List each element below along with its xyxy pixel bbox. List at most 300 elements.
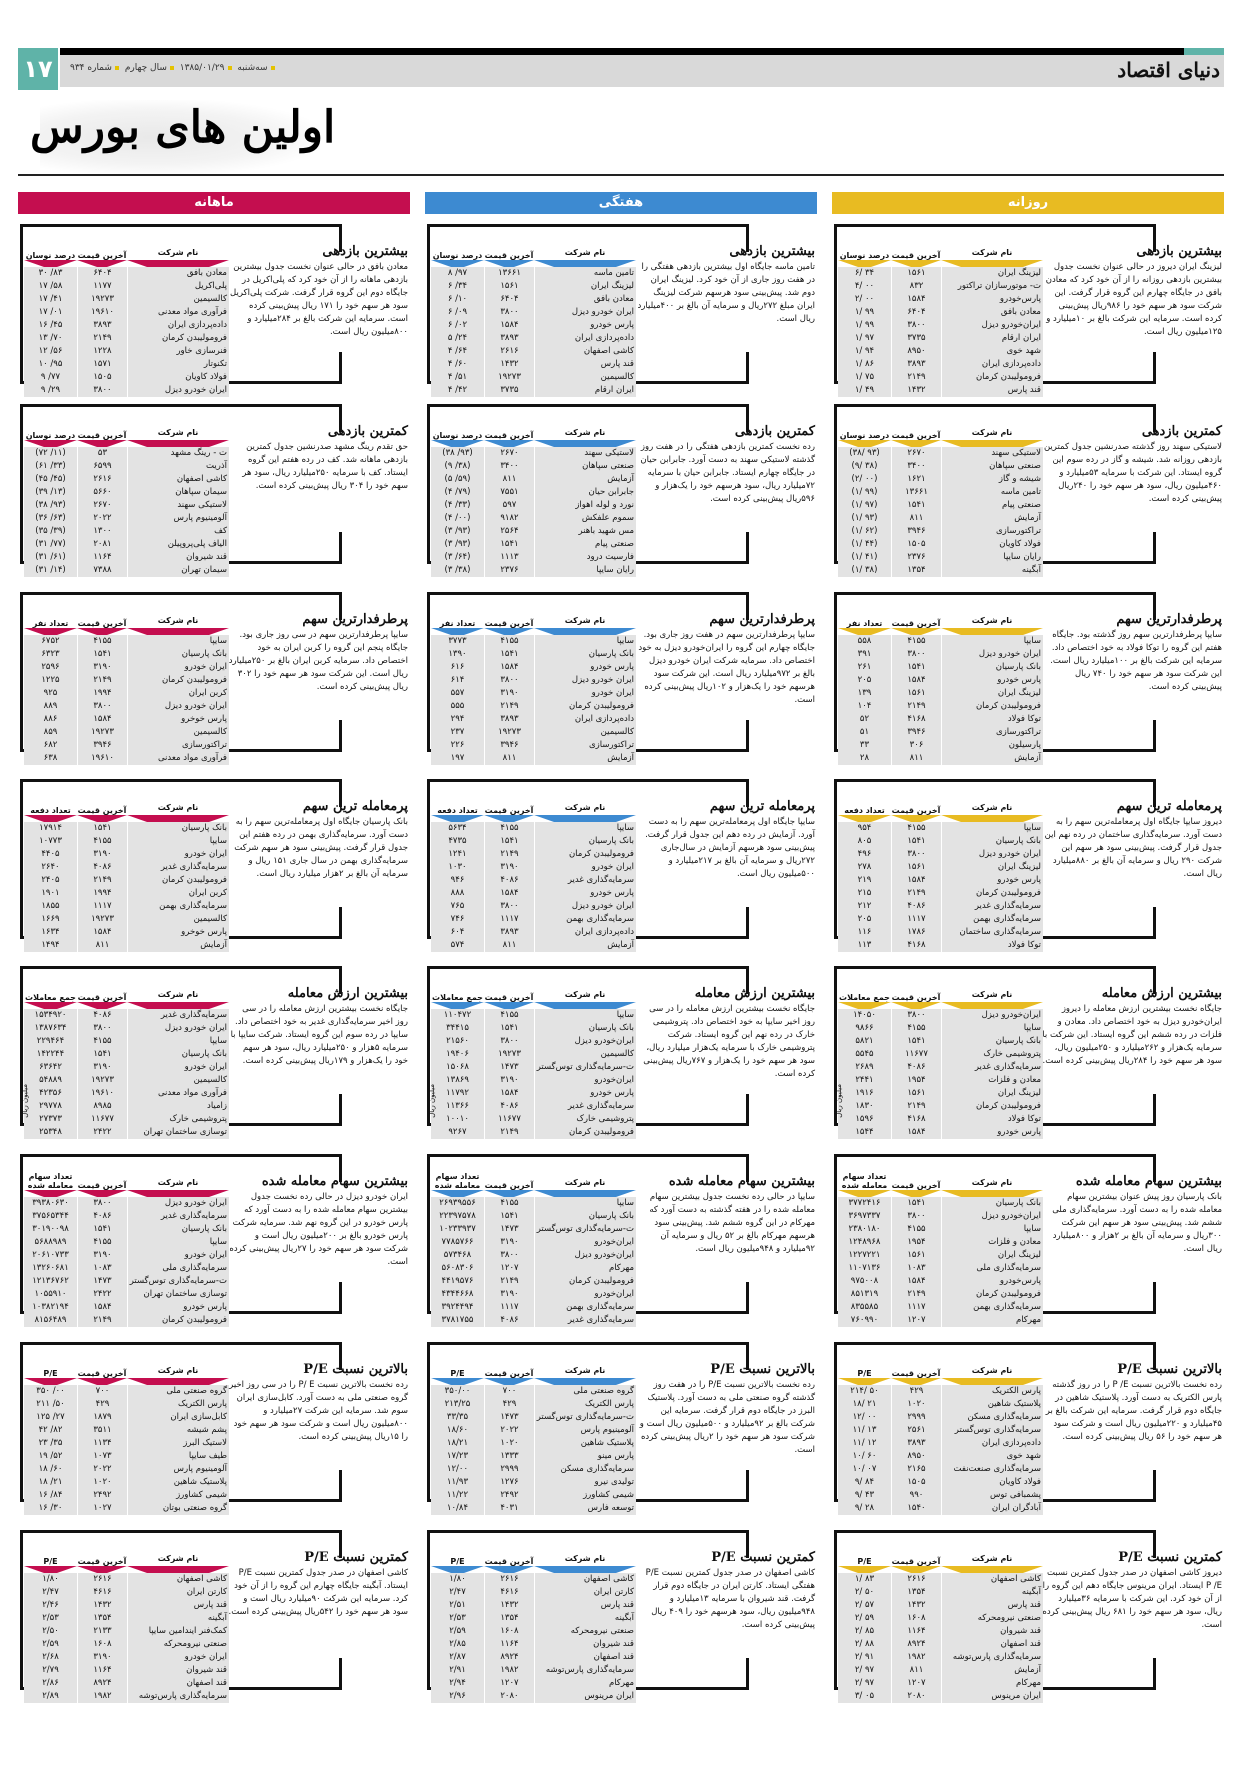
- header-value: P/E: [857, 1557, 872, 1566]
- header-company-name: نام شرکت: [564, 428, 606, 437]
- panel-story: [228, 1174, 408, 1269]
- table-row: [431, 1625, 636, 1638]
- cell-company: پارس خودرو: [534, 1087, 636, 1100]
- cell-value: ۱۹ /۵۲: [38, 1451, 63, 1461]
- table-row: [431, 551, 636, 564]
- table-row: [431, 1048, 636, 1061]
- cell-value: ۲۰۵: [857, 675, 872, 685]
- cell-value: ۲۱۱ /۵۰: [36, 1399, 65, 1409]
- table-row: [431, 1385, 636, 1398]
- table-body: [431, 635, 636, 765]
- cell-value: ۱۲۴۸۹۶۸: [848, 1237, 881, 1247]
- cell-value: ۲/۵۰: [42, 1626, 59, 1636]
- cell-value: (۱/ ۴۱): [851, 552, 878, 562]
- cell-value: ۲۱۳/۲۵: [444, 1399, 471, 1409]
- cell-value: ۴۹۶: [857, 849, 872, 859]
- table-body: [838, 1385, 1043, 1515]
- cell-value: ۳۷۵۶۵۳۴۴: [32, 1211, 69, 1221]
- cell-price: ۲۶۷۰: [484, 447, 534, 460]
- cell-company: فرآوری مواد معدنی: [127, 1087, 229, 1100]
- cell-price: ۱۷۸۶: [891, 926, 941, 939]
- cell-price: ۱۶۰۸: [77, 1638, 127, 1651]
- header-value: جمع معاملات: [432, 993, 483, 1002]
- cell-price: ۱۳۵۴: [891, 1586, 941, 1599]
- cell-value: ۸۱۵۶۴۸۹: [34, 1315, 67, 1325]
- table-row: [838, 1100, 1043, 1113]
- chevron-down-icon: [838, 628, 891, 635]
- cell-value: ۱۳۸۷۶۳۴: [34, 1023, 67, 1033]
- header-last-price: آخرین قیمت: [484, 993, 534, 1002]
- cell-value: ۶ /۰۹: [447, 307, 468, 317]
- dateline-issue: شماره ۹۳۴: [70, 63, 112, 73]
- chevron-down-icon: [838, 260, 891, 267]
- cell-price: ۱۲۲۸: [77, 345, 127, 358]
- table-row: [431, 371, 636, 384]
- table-row: [431, 473, 636, 486]
- chevron-down-icon: [431, 440, 484, 447]
- ranking-panel: [18, 222, 410, 395]
- chevron-down-icon: [431, 628, 484, 635]
- panel-title: بیشترین سهام معامله شده: [668, 1174, 815, 1189]
- cell-value: ۳۹۱: [857, 649, 872, 659]
- cell-value: ۶۷۵۲: [41, 636, 60, 646]
- panel-title: پرمعامله ترین سهم: [1116, 799, 1222, 814]
- cell-value: ۱۹۴۰۶: [446, 1049, 469, 1059]
- table-row: [838, 635, 1043, 648]
- header-value: تعداد سهام معامله شده: [27, 1172, 74, 1190]
- panel-story: [1042, 1550, 1222, 1632]
- ranking-table: [24, 230, 229, 397]
- header-arrows: [431, 1566, 636, 1573]
- cell-price: ۴۱۵۵: [77, 635, 127, 648]
- table-row: [838, 384, 1043, 397]
- cell-value: ۲/۸۶: [42, 1678, 59, 1688]
- cell-company: کربن ایران: [127, 687, 229, 700]
- cell-price: ۳۷۳۵: [484, 384, 534, 397]
- header-value: تعداد نفر: [846, 619, 883, 628]
- cell-value: ۱۱۰۴۷۲: [443, 1010, 472, 1020]
- table-body: [431, 1573, 636, 1703]
- table-body: [431, 822, 636, 952]
- cell-value: ۳۷۸۱۷۵۵: [441, 1315, 474, 1325]
- cell-company: ایران ارقام: [534, 384, 636, 397]
- cell-price: ۲۳۷۶: [891, 551, 941, 564]
- cell-company: تراکتورسازی: [941, 525, 1043, 538]
- table-body: [838, 1573, 1043, 1703]
- table-row: [838, 551, 1043, 564]
- cell-price: ۴۲۹: [891, 1385, 941, 1398]
- cell-price: ۱۲۰۷: [891, 1677, 941, 1690]
- header-company-name: نام شرکت: [157, 248, 199, 257]
- cell-company: پارس خودرو: [534, 319, 636, 332]
- panel-title: بیشترین ارزش معامله: [287, 986, 408, 1001]
- cell-price: ۱۴۳۲: [891, 1599, 941, 1612]
- cell-price: ۷۰۰: [484, 1385, 534, 1398]
- chevron-down-icon: [127, 440, 229, 447]
- cell-value: ۲۳ /۳۵: [38, 1438, 63, 1448]
- cell-price: ۱۰۸۳: [77, 1262, 127, 1275]
- header-last-price: آخرین قیمت: [891, 1369, 941, 1378]
- table-row: [24, 1599, 229, 1612]
- cell-company: بانک پارسیان: [534, 835, 636, 848]
- table-header: [431, 1160, 636, 1190]
- table-row: [431, 1573, 636, 1586]
- table-row: [838, 926, 1043, 939]
- cell-price: ۱۹۲۷۳: [77, 726, 127, 739]
- cell-company: آزمایش: [534, 939, 636, 952]
- cell-price: ۱۳۶۶۱: [484, 267, 534, 280]
- ranking-table: [24, 410, 229, 577]
- table-row: [838, 1126, 1043, 1139]
- table-row: [838, 687, 1043, 700]
- panel-body-text: تامین ماسه جایگاه اول بیشترین بازدهی هفتگی را در هفت روز جاری از آن خود کرد. لیزینگ ایران دوم شد. پیش‌بینی سود هرسهم شرکت لیزینگ ایران مبلغ ۲۷۲ریال و سرمایه آن بالغ بر ۴۰۰میلیارد ریال است.: [637, 262, 815, 324]
- ranking-table: [838, 1160, 1043, 1327]
- cell-company: سرمایه‌گذاری بهمن: [941, 1301, 1043, 1314]
- table-row: [431, 1009, 636, 1022]
- cell-value: ۳۶۹۷۳۳۷: [848, 1211, 881, 1221]
- cell-value: ۵۵۷: [450, 688, 465, 698]
- cell-value: ۲/ ۰۰: [854, 294, 875, 304]
- cell-company: کربن ایران: [127, 887, 229, 900]
- ranking-table: [431, 230, 636, 397]
- cell-value: ۱۸/۲۱: [446, 1438, 469, 1448]
- table-row: [24, 1677, 229, 1690]
- cell-price: ۱۴۷۳: [484, 1223, 534, 1236]
- table-row: [431, 1035, 636, 1048]
- cell-price: ۴۱۵۵: [484, 1197, 534, 1210]
- table-row: [838, 1249, 1043, 1262]
- cell-price: ۲۶۷۰: [77, 499, 127, 512]
- table-row: [24, 371, 229, 384]
- cell-value: ۴ /۴۲: [447, 385, 468, 395]
- cell-company: ایران خودرو: [127, 1651, 229, 1664]
- table-row: [431, 1664, 636, 1677]
- table-header: [24, 972, 229, 1002]
- panel-story: [228, 244, 408, 339]
- cell-price: ۲۰۲۲: [484, 1424, 534, 1437]
- table-row: [24, 525, 229, 538]
- cell-company: سرمایه‌گذاری مسکن: [534, 1463, 636, 1476]
- header-arrows: [838, 440, 1043, 447]
- cell-value: ۱/ ۹۴: [854, 346, 875, 356]
- panel-title: کمترین بازدهی: [734, 424, 815, 439]
- cell-price: ۱۵۸۴: [484, 319, 534, 332]
- ranking-panel: [18, 1528, 410, 1701]
- cell-price: ۳۸۹۳: [891, 358, 941, 371]
- cell-price: ۷۰۰: [77, 1385, 127, 1398]
- cell-value: ۲/ ۵۰: [854, 1587, 875, 1597]
- unit-label: میلیون ریال: [835, 1084, 843, 1118]
- table-row: [24, 1385, 229, 1398]
- cell-company: قند پارس: [941, 384, 1043, 397]
- header-value: جمع معاملات: [25, 993, 76, 1002]
- chevron-down-icon: [891, 1566, 941, 1573]
- cell-value: ۱۸ /۲۱: [38, 1477, 63, 1487]
- cell-company: آزمایش: [941, 752, 1043, 765]
- cell-value: ۲/ ۹۷: [854, 1678, 875, 1688]
- panel-body-text: جایگاه نخست بیشترین ارزش معامله را در سی روز اخیر سرمایه‌گذاری غدیر به خود اختصاص داد. سایپا در رده سوم این گروه ایستاد. شرکت سایپا با سرمایه ۵هزار و ۲۵۰میلیارد ریال، سود هر سهم خود را یک‌هزار و ۱۷۹ریال پیش‌بینی کرده است.: [230, 1004, 408, 1066]
- cell-company: فرومولیبدن کرمان: [941, 1100, 1043, 1113]
- panel-body-text: لاستیکی سهند روز گذشته صدرنشین جدول کمترین بازدهی روزانه شد. شیشه و گاز در رده سوم این گروه ایستاد. این شرکت با سرمایه ۵۳میلیارد و ۴۶۰میلیون ریال، سود هر سهم خود را ۲۴۰ریال پیش‌بینی کرده است.: [1043, 442, 1222, 504]
- cell-price: ۳۸۰۰: [891, 1009, 941, 1022]
- header-last-price: آخرین قیمت: [891, 993, 941, 1002]
- table-header: [431, 410, 636, 440]
- cell-company: داده‌پردازی ایران: [941, 1437, 1043, 1450]
- cell-value: ۱۵۰۶۸: [446, 1062, 469, 1072]
- cell-company: تولیدی نیرو: [534, 1476, 636, 1489]
- table-body: [24, 1573, 229, 1703]
- cell-price: ۱۹۲۷۳: [484, 726, 534, 739]
- cell-price: ۱۳۶۶۱: [891, 486, 941, 499]
- cell-company: ایران‌خودرو دیزل: [941, 1009, 1043, 1022]
- cell-price: ۱۱۶۷۷: [891, 1048, 941, 1061]
- cell-company: آزمایش: [534, 752, 636, 765]
- header-value: تعداد دفعه: [844, 806, 885, 815]
- cell-price: ۲۵۶۴: [484, 525, 534, 538]
- cell-price: ۸۱۱: [891, 752, 941, 765]
- cell-company: آذریت: [127, 460, 229, 473]
- cell-company: سیمان سپاهان: [127, 486, 229, 499]
- header-company-name: نام شرکت: [564, 1554, 606, 1563]
- cell-company: توکا فولاد: [941, 713, 1043, 726]
- table-row: [24, 1502, 229, 1515]
- cell-company: تراکتورسازی: [941, 726, 1043, 739]
- table-row: [24, 499, 229, 512]
- table-row: [24, 1573, 229, 1586]
- cell-value: ۲/ ۹۱: [854, 1652, 875, 1662]
- cell-company: پارس خودرو: [941, 674, 1043, 687]
- ranking-table: [838, 1536, 1043, 1703]
- cell-value: ۱۳ /۷۰: [38, 333, 63, 343]
- cell-value: (۳۵ /۳۹): [35, 526, 66, 536]
- cell-company: سموم علفکش: [534, 512, 636, 525]
- panel-story: [635, 424, 815, 506]
- cell-price: ۱۰۲۰: [77, 1476, 127, 1489]
- cell-value: ۲۲۳۹۷۵۷۸: [439, 1211, 476, 1221]
- cell-price: ۱۶۲۱: [891, 473, 941, 486]
- table-row: [431, 1463, 636, 1476]
- cell-price: ۱۵۴۱: [891, 1197, 941, 1210]
- cell-value: ۱۷/۲۳: [446, 1451, 469, 1461]
- cell-price: ۴۱۵۵: [484, 1009, 534, 1022]
- panel-body-text: سایپا در حالی رده نخست جدول بیشترین سهام معامله شده را در هفته گذشته به دست آورد که مهرکام در این گروه ششم شد. پیش‌بینی سود هرسهم مهرکام بالغ بر ۵۲ ریال و سرمایه آن ۹۲میلیارد و ۹۴۸میلیون ریال است.: [649, 1192, 815, 1254]
- cell-company: لاستیک البرز: [127, 1437, 229, 1450]
- cell-price: ۱۵۰۵: [891, 538, 941, 551]
- cell-price: ۱۰۲۷: [77, 1502, 127, 1515]
- table-row: [24, 319, 229, 332]
- cell-value: ۲۰۶۱۰۷۳۳: [32, 1250, 69, 1260]
- cell-price: ۱۹۸۲: [891, 1651, 941, 1664]
- table-row: [431, 306, 636, 319]
- chevron-down-icon: [534, 628, 636, 635]
- cell-company: پارس خودرو: [534, 887, 636, 900]
- cell-company: لیزینگ ایران: [941, 861, 1043, 874]
- table-row: [838, 460, 1043, 473]
- cell-company: کاشی اصفهان: [127, 473, 229, 486]
- header-last-price: آخرین قیمت: [77, 1181, 127, 1190]
- cell-price: ۱۸۷۹: [77, 1411, 127, 1424]
- cell-price: ۳۱۹۰: [77, 661, 127, 674]
- cell-price: ۱۳۵۴: [77, 1612, 127, 1625]
- cell-value: ۴۴۰۵: [41, 849, 60, 859]
- header-last-price: آخرین قیمت: [484, 1181, 534, 1190]
- cell-price: ۱۲۰۷: [891, 1314, 941, 1327]
- cell-price: ۳۸۹۳: [484, 332, 534, 345]
- cell-price: ۲۹۹۹: [891, 1411, 941, 1424]
- panel-story: [228, 424, 408, 493]
- cell-price: ۸۱۱: [484, 752, 534, 765]
- table-row: [24, 1612, 229, 1625]
- table-row: [838, 1411, 1043, 1424]
- header-value: درصد نوسان: [839, 251, 890, 260]
- cell-company: لیزینگ ایران: [941, 1249, 1043, 1262]
- ranking-table: [24, 1160, 229, 1327]
- cell-company: صنعتی نیرومحرکه: [534, 1625, 636, 1638]
- chevron-down-icon: [838, 1378, 891, 1385]
- table-row: [24, 267, 229, 280]
- cell-value: ۱۷ /۵۸: [38, 281, 63, 291]
- table-row: [431, 752, 636, 765]
- header-company-name: نام شرکت: [971, 428, 1013, 437]
- table-row: [24, 726, 229, 739]
- cell-value: (۳۶ /۶۳): [35, 513, 66, 523]
- cell-price: ۱۱۶۴: [484, 1638, 534, 1651]
- panel-body-text: رده نخست بالاترین نسبت P/E را در هفت روز گذشته گروه صنعتی ملی به دست آورد. پلاستیک البرز در جایگاه دوم قرار گرفت. سرمایه این شرکت بالغ بر ۹۲میلیارد و ۵۰۰میلیون ریال است و شرکت سود هر سهم خود را ۲ریال پیش‌بینی کرده است.: [639, 1380, 815, 1455]
- table-row: [431, 460, 636, 473]
- cell-value: ۱۱/ ۱۳: [852, 1425, 877, 1435]
- cell-price: ۲۹۹۹: [484, 1463, 534, 1476]
- table-row: [431, 358, 636, 371]
- cell-value: ۱۲۵ /۲۷: [36, 1412, 65, 1422]
- cell-value: ۷۶۰۹۹۰: [850, 1315, 879, 1325]
- cell-company: قند شیروان: [534, 1638, 636, 1651]
- cell-price: ۴۱۵۵: [77, 1035, 127, 1048]
- table-row: [838, 1301, 1043, 1314]
- table-row: [24, 1664, 229, 1677]
- cell-price: ۳۴۰۰: [891, 460, 941, 473]
- table-row: [24, 1223, 229, 1236]
- ranking-panel: [832, 402, 1224, 575]
- chevron-down-icon: [941, 1378, 1043, 1385]
- cell-value: (۳۱ /۶۱): [35, 552, 66, 562]
- table-row: [431, 726, 636, 739]
- dateline: [70, 63, 278, 73]
- cell-company: لیزینگ ایران: [941, 267, 1043, 280]
- chevron-down-icon: [838, 1190, 891, 1197]
- cell-company: ایران خودرو: [127, 1061, 229, 1074]
- table-row: [838, 447, 1043, 460]
- cell-company: فرومولیبدن کرمان: [127, 332, 229, 345]
- cell-company: ایران‌خودرو: [534, 1236, 636, 1249]
- cell-price: ۴۱۵۵: [891, 822, 941, 835]
- chevron-down-icon: [77, 815, 127, 822]
- ranking-table: [431, 410, 636, 577]
- cell-value: ۱۸۳۰: [855, 1101, 874, 1111]
- header-arrows: [24, 628, 229, 635]
- column-daily: [832, 192, 1224, 1701]
- table-row: [24, 1476, 229, 1489]
- cell-value: ۱۱۶: [857, 927, 872, 937]
- panel-story: [228, 612, 408, 694]
- cell-price: ۱۴۷۳: [484, 1411, 534, 1424]
- ranking-table: [431, 598, 636, 765]
- cell-value: ۱۸۵۵: [41, 901, 60, 911]
- masthead: [18, 48, 1224, 90]
- bullet-icon: [228, 66, 232, 70]
- panel-title: بیشترین بازدهی: [322, 244, 408, 259]
- header-company-name: نام شرکت: [157, 428, 199, 437]
- table-row: [838, 1476, 1043, 1489]
- ranking-panel: [425, 1152, 817, 1325]
- table-header: [431, 598, 636, 628]
- cell-price: ۱۵۶۱: [891, 1249, 941, 1262]
- table-row: [431, 1424, 636, 1437]
- cell-company: سایپا: [127, 1236, 229, 1249]
- table-row: [431, 1236, 636, 1249]
- cell-value: ۵۲: [859, 714, 870, 724]
- cell-value: ۲/۵۱: [449, 1600, 466, 1610]
- bullet-icon: [115, 66, 119, 70]
- cell-value: ۷۶۵: [450, 901, 465, 911]
- cell-company: قند شیروان: [941, 1625, 1043, 1638]
- cell-company: قند پارس: [941, 1599, 1043, 1612]
- cell-value: ۲/۹۶: [449, 1691, 466, 1701]
- cell-price: ۱۵۶۱: [891, 267, 941, 280]
- table-row: [24, 1463, 229, 1476]
- cell-company: بانک پارسیان: [941, 1197, 1043, 1210]
- table-row: [431, 1599, 636, 1612]
- cell-value: ۲۷۸: [857, 862, 872, 872]
- table-row: [431, 486, 636, 499]
- header-company-name: نام شرکت: [157, 990, 199, 999]
- cell-company: تراکتورسازی: [127, 739, 229, 752]
- panel-title: بیشترین ارزش معامله: [1101, 986, 1222, 1001]
- cell-price: ۶۴۰۴: [891, 306, 941, 319]
- table-row: [838, 1314, 1043, 1327]
- table-row: [838, 822, 1043, 835]
- cell-price: ۲۶۱۶: [891, 1573, 941, 1586]
- cell-company: سرمایه‌گذاری غدیر: [941, 1061, 1043, 1074]
- table-row: [24, 1087, 229, 1100]
- cell-price: ۲۱۴۹: [484, 1126, 534, 1139]
- cell-price: ۱۱۶۴: [77, 551, 127, 564]
- cell-company: پارس مینو: [534, 1450, 636, 1463]
- cell-value: ۵۶۳۴: [448, 823, 467, 833]
- cell-value: (۱/ ۳۸): [851, 565, 878, 575]
- chevron-down-icon: [484, 440, 534, 447]
- ranking-panel: [425, 590, 817, 763]
- table-row: [838, 1074, 1043, 1087]
- cell-company: فولاد کاویان: [941, 1476, 1043, 1489]
- cell-company: کاشی اصفهان: [127, 1573, 229, 1586]
- panel-title: بیشترین سهام معامله شده: [1075, 1174, 1222, 1189]
- table-row: [838, 267, 1043, 280]
- panel-title: پرمعامله ترین سهم: [302, 799, 408, 814]
- cell-value: ۱۱۳: [857, 940, 872, 950]
- cell-company: بانک پارسیان: [941, 835, 1043, 848]
- cell-company: صنعتی سپاهان: [941, 460, 1043, 473]
- cell-value: ۱۴۰۵۰: [853, 1010, 876, 1020]
- cell-price: ۱۶۰۸: [484, 1625, 534, 1638]
- panel-title: کمترین بازدهی: [1141, 424, 1222, 439]
- cell-company: سرمایه‌گذاری غدیر: [534, 1314, 636, 1327]
- table-row: [24, 1638, 229, 1651]
- header-company-name: نام شرکت: [157, 616, 199, 625]
- table-row: [838, 1450, 1043, 1463]
- table-header: [838, 1160, 1043, 1190]
- table-row: [24, 1586, 229, 1599]
- cell-value: ۴۲ /۸۲: [38, 1425, 63, 1435]
